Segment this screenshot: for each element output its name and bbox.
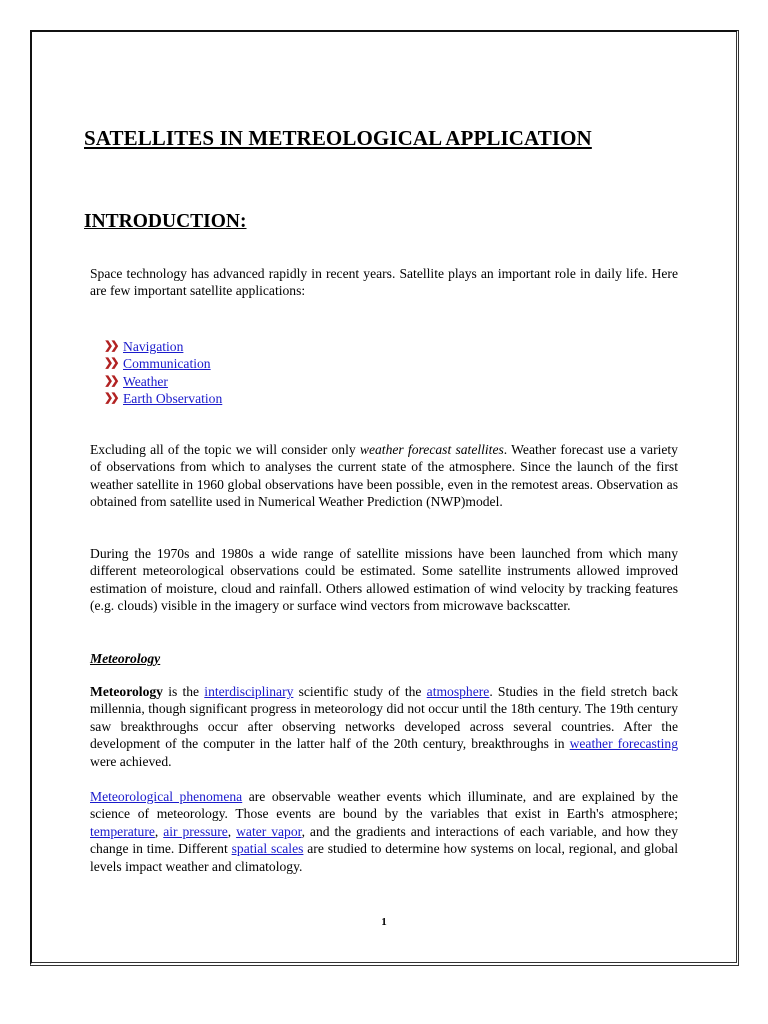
link-spatial-scales[interactable]: spatial scales bbox=[231, 841, 304, 857]
intro-paragraph: Space technology has advanced rapidly in recent years. Satellite plays an important role in daily life. Here are few important satellite applications: bbox=[90, 266, 678, 299]
document-title: SATELLITES IN METREOLOGICAL APPLICATION bbox=[84, 126, 592, 150]
double-chevron-right-icon: ❯❯ bbox=[104, 374, 117, 387]
text: , bbox=[227, 823, 237, 839]
text: scientific study of the bbox=[293, 684, 427, 699]
text: Excluding all of the topic we will consider only bbox=[90, 442, 360, 457]
text: is the bbox=[162, 684, 205, 699]
text: are observable weather events which illuminate, and are explained by the science of meteorology. Those events are bound by the variables that exist in Earth's atmosphere; bbox=[90, 789, 678, 822]
link-communication[interactable]: Communication bbox=[123, 356, 211, 372]
weather-satellites-paragraph bbox=[90, 441, 678, 511]
meteorology-paragraph bbox=[90, 683, 678, 770]
link-meteorological-phenomena[interactable]: Meteorological phenomena bbox=[90, 789, 243, 804]
introduction-heading: INTRODUCTION: bbox=[84, 211, 247, 232]
link-interdisciplinary[interactable]: interdisciplinary bbox=[204, 684, 294, 699]
double-chevron-right-icon: ❯❯ bbox=[104, 340, 117, 352]
bold-term: Meteorology bbox=[90, 684, 163, 699]
text: . Studies in the field stretch back millennia, though significant progress in meteorology did not occur until the 18th century. The 19th century saw breakthroughs occur after observing networks developed across several countries. After the development of the computer in the latter half of the 20th century, breakthroughs in bbox=[90, 684, 679, 752]
link-weather[interactable]: Weather bbox=[123, 373, 168, 389]
list-item bbox=[104, 390, 222, 407]
link-temperature[interactable]: temperature bbox=[90, 823, 155, 839]
link-navigation[interactable]: Navigation bbox=[123, 339, 184, 354]
text: . Weather forecast use a variety of observations from which to analyses the current state of the atmosphere. Since the launch of the first weather satellite in 1960 global observations have been possible, even in the remotest areas. Observation as obtained from satellite used in Numerical Weather Prediction (NWP)model. bbox=[90, 442, 678, 510]
text: were achieved. bbox=[90, 753, 172, 769]
text: , bbox=[154, 823, 164, 839]
page-number: 1 bbox=[381, 916, 387, 928]
link-air-pressure[interactable]: air pressure bbox=[163, 823, 228, 839]
text: are studied to determine how systems on local, regional, and global levels impact weather and climatology. bbox=[90, 841, 678, 874]
double-chevron-right-icon: ❯❯ bbox=[104, 391, 117, 404]
satellite-missions-paragraph: During the 1970s and 1980s a wide range of satellite missions have been launched from which many different meteorological observations could be estimated. Some satellite instruments allowed improved estimation of moisture, cloud and rainfall. Others allowed estimation of wind velocity by tracking features (e.g. clouds) visible in the imagery or surface wind vectors from microwave backscatter. bbox=[90, 546, 678, 614]
phenomena-paragraph bbox=[90, 788, 678, 875]
emphasis-text: weather forecast satellites bbox=[359, 442, 504, 457]
link-earth-observation[interactable]: Earth Observation bbox=[123, 390, 223, 406]
link-water-vapor[interactable]: water vapor bbox=[236, 823, 302, 839]
link-atmosphere[interactable]: atmosphere bbox=[426, 684, 490, 699]
applications-list bbox=[104, 338, 222, 407]
double-chevron-right-icon: ❯❯ bbox=[104, 357, 117, 370]
link-weather-forecasting[interactable]: weather forecasting bbox=[569, 736, 678, 752]
list-item bbox=[104, 355, 222, 372]
list-item bbox=[104, 338, 222, 355]
meteorology-subheading: Meteorology bbox=[90, 651, 161, 666]
text: , and the gradients and interactions of each variable, and how they change in time. Different bbox=[90, 823, 678, 857]
list-item bbox=[104, 373, 222, 390]
